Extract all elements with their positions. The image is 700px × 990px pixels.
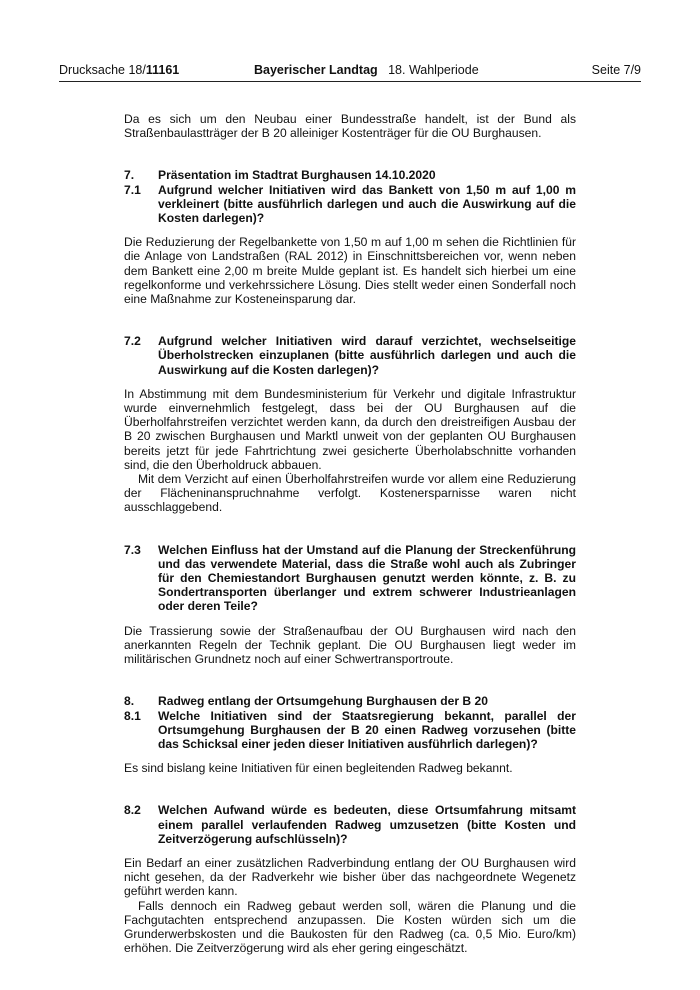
page-number: Seite 7/9 — [591, 63, 641, 77]
document-number: Drucksache 18/11161 — [59, 63, 180, 77]
question-7-3: 7.3 Welchen Einfluss hat der Umstand auf die Planung der Streckenführung und das verwendete Material, dass die Straße wohl auch als Zubringer für den Chemiestandort Burghausen genutzt werden könnte, z. B. zu Sondertransporten überlanger und extrem schwerer Industrieanlagen oder deren Teile? — [124, 542, 576, 614]
page-header — [59, 62, 641, 79]
section-8-heading: 8. Radweg entlang der Ortsumgehung Burghausen der B 20 — [124, 694, 488, 709]
header-divider — [59, 81, 641, 82]
answer-7-2-part-2: Mit dem Verzicht auf einen Überholfahrstreifen wurde vor allem eine Reduzierung der Flächeninanspruchnahme verfolgt. Kostenersparnisse waren nicht ausschlaggebend. — [124, 472, 576, 515]
answer-7-1: Die Reduzierung der Regelbankette von 1,50 m auf 1,00 m sehen die Richtlinien für die Anlage von Landstraßen (RAL 2012) in Einschnittsbereichen vor, wenn neben dem Bankett eine 2,00 m breite Mulde geplant ist. Es handelt sich hierbei um eine regelkonforme und verkehrssichere Lösung. Dies stellt weder einen Sonderfall noch eine Maßnahme zur Kosteneinsparung dar. — [124, 235, 576, 307]
question-8-2: 8.2 Welchen Aufwand würde es bedeuten, diese Ortsumfahrung mitsamt einem parallel verlaufenden Radweg umzusetzen (bitte Kosten und Zeitverzögerung aufschlüsseln)? — [124, 803, 576, 846]
question-7-2: 7.2 Aufgrund welcher Initiativen wird darauf verzichtet, wechselseitige Überholstrecken einzuplanen (bitte ausführlich darlegen und auch die Auswirkung auf die Kosten darlegen)? — [124, 334, 576, 377]
question-7-1: 7.1 Aufgrund welcher Initiativen wird das Bankett von 1,50 m auf 1,00 m verkleinert (bitte ausführlich darlegen und auch die Auswirkung auf die Kosten darlegen)? — [124, 182, 576, 226]
answer-7-3: Die Trassierung sowie der Straßenaufbau der OU Burghausen wird nach den anerkannten Regeln der Technik geplant. Die OU Burghausen liegt weder im militärischen Grundnetz noch auf einer Schwertransportroute. — [124, 623, 576, 667]
answer-8-2-part-1: Ein Bedarf an einer zusätzlichen Radverbindung entlang der OU Burghausen wird nicht gesehen, da der Radverkehr wie bisher über das nachgeordnete Wegenetz geführt werden kann. — [124, 855, 576, 899]
answer-8-2-part-2: Falls dennoch ein Radweg gebaut werden soll, wären die Planung und die Fachgutachten entsprechend anzupassen. Die Kosten würden sich um die Grunderwerbskosten und die Baukosten für den Radweg (ca. 0,5 Mio. Euro/km) erhöhen. Die Zeitverzögerung wird als eher gering eingeschätzt. — [124, 898, 576, 956]
intro-paragraph: Da es sich um den Neubau einer Bundesstraße handelt, ist der Bund als Straßenbaulastträger der B 20 alleiniger Kostenträger für die OU Burghausen. — [124, 112, 576, 141]
answer-8-1: Es sind bislang keine Initiativen für einen begleitenden Radweg bekannt. — [124, 761, 513, 776]
header-institution: Bayerischer Landtag 18. Wahlperiode — [254, 63, 479, 77]
question-8-1: 8.1 Welche Initiativen sind der Staatsregierung bekannt, parallel der Ortsumgehung Burghausen der B 20 einen Radweg vorzusehen (bitte das Schicksal einer jeden dieser Initiativen ausführlich darlegen)? — [124, 708, 576, 751]
document-body — [124, 112, 576, 955]
answer-7-2-part-1: In Abstimmung mit dem Bundesministerium für Verkehr und digitale Infrastruktur wurde einvernehmlich festgelegt, dass bei der OU Burghausen auf die Überholfahrstreifen verzichtet werden kann, da durch den dreistreifigen Ausbau der B 20 zwischen Burghausen und Marktl unweit von der geplanten OU Burghausen bereits jetzt für jede Fahrtrichtung zwei gesicherte Überholabschnitte vorhanden sind, die den Überholdruck abbauen. — [124, 386, 576, 472]
section-7-heading: 7. Präsentation im Stadtrat Burghausen 14.10.2020 — [124, 168, 436, 183]
